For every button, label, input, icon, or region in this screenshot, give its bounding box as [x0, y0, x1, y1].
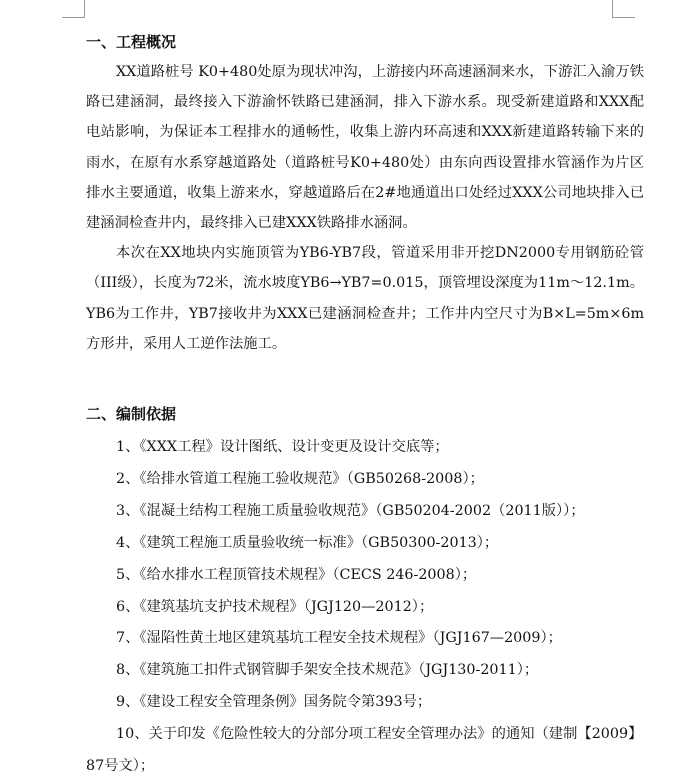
list-item: 10、关于印发《危险性较大的分部分项工程安全管理办法》的通知（建制【2009】87号文）； [86, 726, 643, 775]
overview-paragraph-2: 本次在XX地块内实施顶管为YB6-YB7段，管道采用非开挖DN2000专用钢筋砼管（III级），长度为72米，流水坡度YB6→YB7=0.015，顶管埋设深度为11m～12.1m。YB6为工作井，YB7接收井为XXX已建涵洞检查井；工作井内空尺寸为B×L=5m×6m方形井，采用人工逆作法施工。 [86, 245, 644, 352]
overview-paragraph-1: XX道路桩号 K0+480处原为现状冲沟，上游接内环高速涵洞来水，下游汇入渝万铁路已建涵洞，最终接入下游渝怀铁路已建涵洞，排入下游水系。现受新建道路和XXX配电站影响，为保证本工程排水的通畅性，收集上游内环高速和XXX新建道路转输下来的雨水，在原有水系穿越道路处（道路桩号K0+480处）由东向西设置排水管涵作为片区排水主要通道，收集上游来水，穿越道路后在2#地通道出口处经过XXX公司地块排入已建涵洞检查井内，最终排入已建XXX铁路排水涵洞。 [86, 64, 644, 232]
margin-mark [612, 0, 613, 18]
list-item: 5、《给水排水工程顶管技术规程》（CECS 246-2008）； [116, 566, 477, 583]
basis-list [86, 432, 644, 783]
list-item: 9、《建设工程安全管理条例》国务院令第393号； [116, 694, 432, 711]
list-item: 7、《湿陷性黄土地区建筑基坑工程安全技术规程》（JGJ167—2009）； [116, 630, 562, 647]
list-item: 1、《XXX工程》设计图纸、设计变更及设计交底等； [116, 439, 449, 455]
margin-mark [613, 17, 635, 18]
list-item: 2、《给排水管道工程施工验收规范》（GB50268-2008）； [116, 470, 484, 487]
section-heading-basis: 二、编制依据 [86, 405, 177, 423]
margin-mark [84, 0, 85, 18]
list-item: 6、《建筑基坑支护技术规程》（JGJ120—2012）； [116, 598, 434, 615]
margin-mark [62, 17, 84, 18]
section-heading-overview: 一、工程概况 [86, 33, 177, 51]
list-item: 8、《建筑施工扣件式钢管脚手架安全技术规范》（JGJ130-2011）； [116, 662, 539, 679]
list-item: 3、《混凝土结构工程施工质量验收规范》（GB50204-2002（2011版））； [116, 502, 585, 519]
list-item: 4、《建筑工程施工质量验收统一标准》（GB50300-2013）； [116, 534, 499, 551]
overview-text [86, 57, 644, 359]
